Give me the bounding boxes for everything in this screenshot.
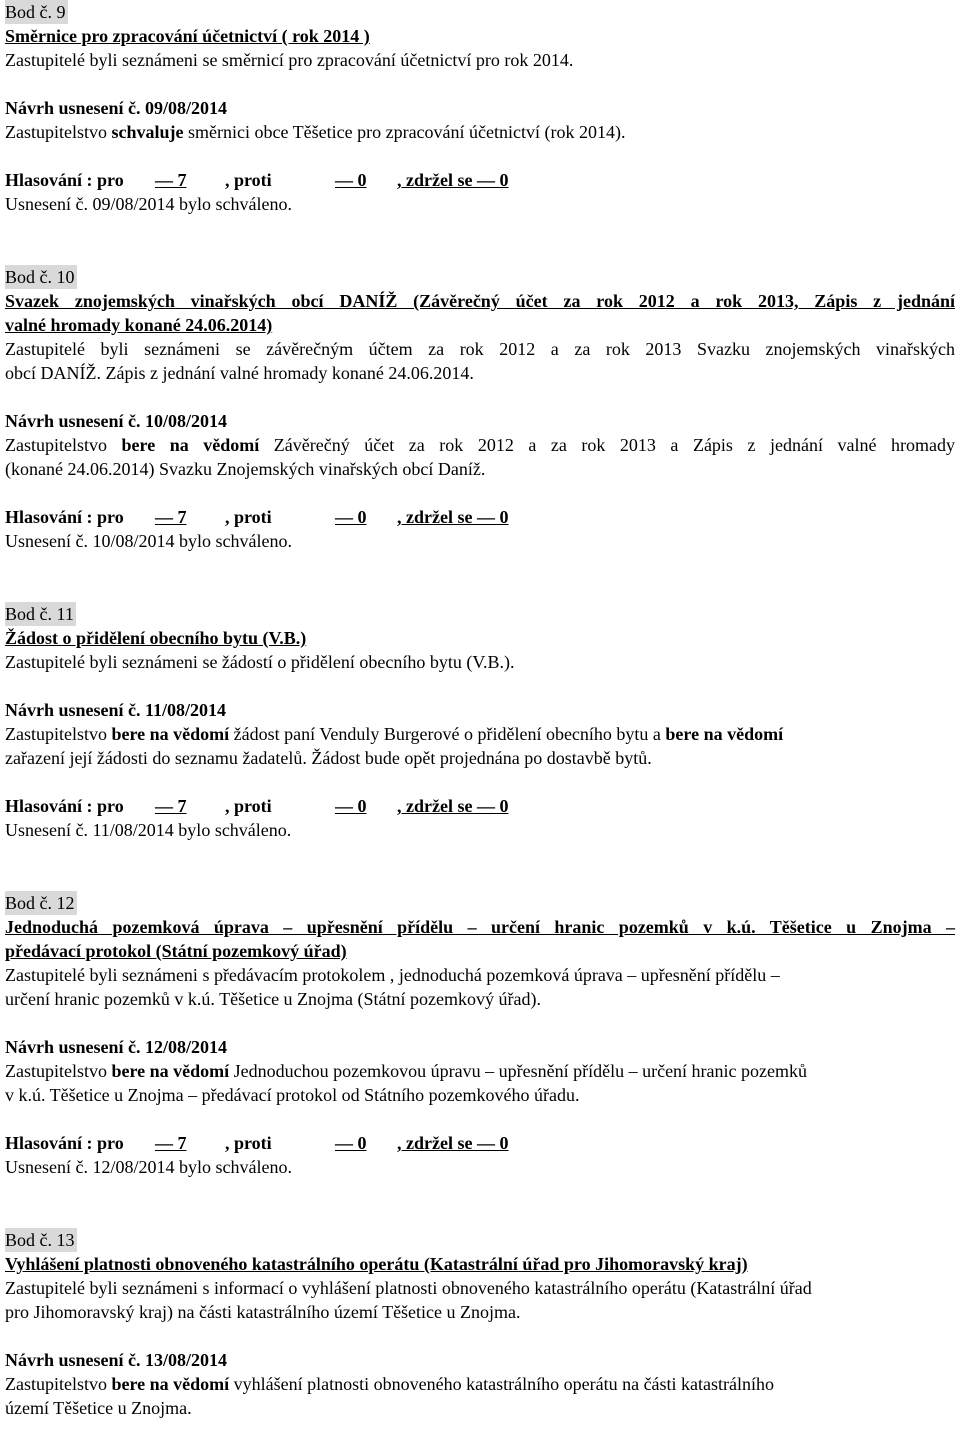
section-heading — [5, 891, 955, 915]
info-text: Zastupitelé byli seznámeni s informací o vyhlášení platnosti obnoveného katastrálního operátu (Katastrální úřad — [5, 1278, 812, 1298]
bod-number: Bod č. 12 — [5, 893, 75, 913]
vote-line: Hlasování : pro — 7 , proti — 0 , zdržel se — 0 — [5, 1133, 509, 1153]
vote-line: Hlasování : pro — 7 , proti — 0 , zdržel se — 0 — [5, 796, 509, 816]
info-text: pro Jihomoravský kraj) na části katastrálního území Těšetice u Znojma. — [5, 1302, 521, 1322]
resolution-text: (konané 24.06.2014) Svazku Znojemských vinařských obcí Daníž. — [5, 459, 486, 479]
section-title: valné hromady konané 24.06.2014) — [5, 315, 273, 335]
resolution-proposal: Návrh usnesení č. 13/08/2014 — [5, 1350, 228, 1370]
resolution-text: Zastupitelstvo schvaluje směrnici obce Těšetice pro zpracování účetnictví (rok 2014). — [5, 122, 626, 142]
resolution-text: Zastupitelstvo bere na vědomí žádost paní Venduly Burgerové o přidělení obecního bytu a bere na vědomí — [5, 724, 784, 744]
resolution-proposal: Návrh usnesení č. 10/08/2014 — [5, 411, 228, 431]
section-heading — [5, 0, 955, 24]
resolution-text: zařazení její žádosti do seznamu žadatelů. Žádost bude opět projednána po dostavbě bytů. — [5, 748, 652, 768]
section-heading — [5, 1228, 955, 1252]
bod-number: Bod č. 11 — [5, 604, 74, 624]
resolution-text: Zastupitelstvo bere na vědomí Jednoduchou pozemkovou úpravu – upřesnění přídělu – určení hranic pozemků — [5, 1061, 808, 1081]
vote-line: Hlasování : pro — 7 , proti — 0 , zdržel se — 0 — [5, 170, 509, 190]
resolution-text: v k.ú. Těšetice u Znojma – předávací protokol od Státního pozemkového úřadu. — [5, 1085, 580, 1105]
section-title: předávací protokol (Státní pozemkový úřad) — [5, 941, 347, 961]
info-text: Zastupitelé byli seznámeni se závěrečným účtem za rok 2012 a za rok 2013 Svazku znojemských vinařských — [5, 339, 955, 359]
section-title: Žádost o přidělení obecního bytu (V.B.) — [5, 628, 307, 648]
vote-line: Hlasování : pro — 7 , proti — 0 , zdržel se — 0 — [5, 507, 509, 527]
section-title: Vyhlášení platnosti obnoveného katastrálního operátu (Katastrální úřad pro Jihomoravský kraj) — [5, 1254, 748, 1274]
section-heading — [5, 265, 955, 289]
resolution-text: Zastupitelstvo bere na vědomí vyhlášení platnosti obnoveného katastrálního operátu na části katastrálního — [5, 1374, 775, 1394]
info-text: Zastupitelé byli seznámeni s předávacím protokolem , jednoduchá pozemková úprava – upřesnění přídělu – — [5, 965, 780, 985]
resolution-result: Usnesení č. 12/08/2014 bylo schváleno. — [5, 1157, 292, 1177]
section-heading — [5, 602, 955, 626]
section-title: Směrnice pro zpracování účetnictví ( rok 2014 ) — [5, 26, 370, 46]
document-page — [5, 0, 955, 1420]
section-title: Svazek znojemských vinařských obcí DANÍŽ (Závěrečný účet za rok 2012 a rok 2013, Zápis z jednání — [5, 291, 955, 311]
info-text: určení hranic pozemků v k.ú. Těšetice u Znojma (Státní pozemkový úřad). — [5, 989, 542, 1009]
resolution-text: území Těšetice u Znojma. — [5, 1398, 192, 1418]
resolution-proposal: Návrh usnesení č. 11/08/2014 — [5, 700, 227, 720]
resolution-proposal: Návrh usnesení č. 09/08/2014 — [5, 98, 228, 118]
info-text: Zastupitelé byli seznámeni se směrnicí pro zpracování účetnictví pro rok 2014. — [5, 50, 574, 70]
resolution-result: Usnesení č. 09/08/2014 bylo schváleno. — [5, 194, 292, 214]
info-text: Zastupitelé byli seznámeni se žádostí o přidělení obecního bytu (V.B.). — [5, 652, 515, 672]
info-text: obcí DANÍŽ. Zápis z jednání valné hromady konané 24.06.2014. — [5, 363, 474, 383]
resolution-proposal: Návrh usnesení č. 12/08/2014 — [5, 1037, 228, 1057]
bod-number: Bod č. 13 — [5, 1230, 75, 1250]
resolution-text: Zastupitelstvo bere na vědomí Závěrečný účet za rok 2012 a za rok 2013 a Zápis z jednání valné hromady — [5, 435, 955, 455]
bod-number: Bod č. 9 — [5, 2, 66, 22]
resolution-result: Usnesení č. 10/08/2014 bylo schváleno. — [5, 531, 292, 551]
bod-number: Bod č. 10 — [5, 267, 75, 287]
section-title: Jednoduchá pozemková úprava – upřesnění přídělu – určení hranic pozemků v k.ú. Těšetice u Znojma – — [5, 917, 955, 937]
resolution-result: Usnesení č. 11/08/2014 bylo schváleno. — [5, 820, 292, 840]
